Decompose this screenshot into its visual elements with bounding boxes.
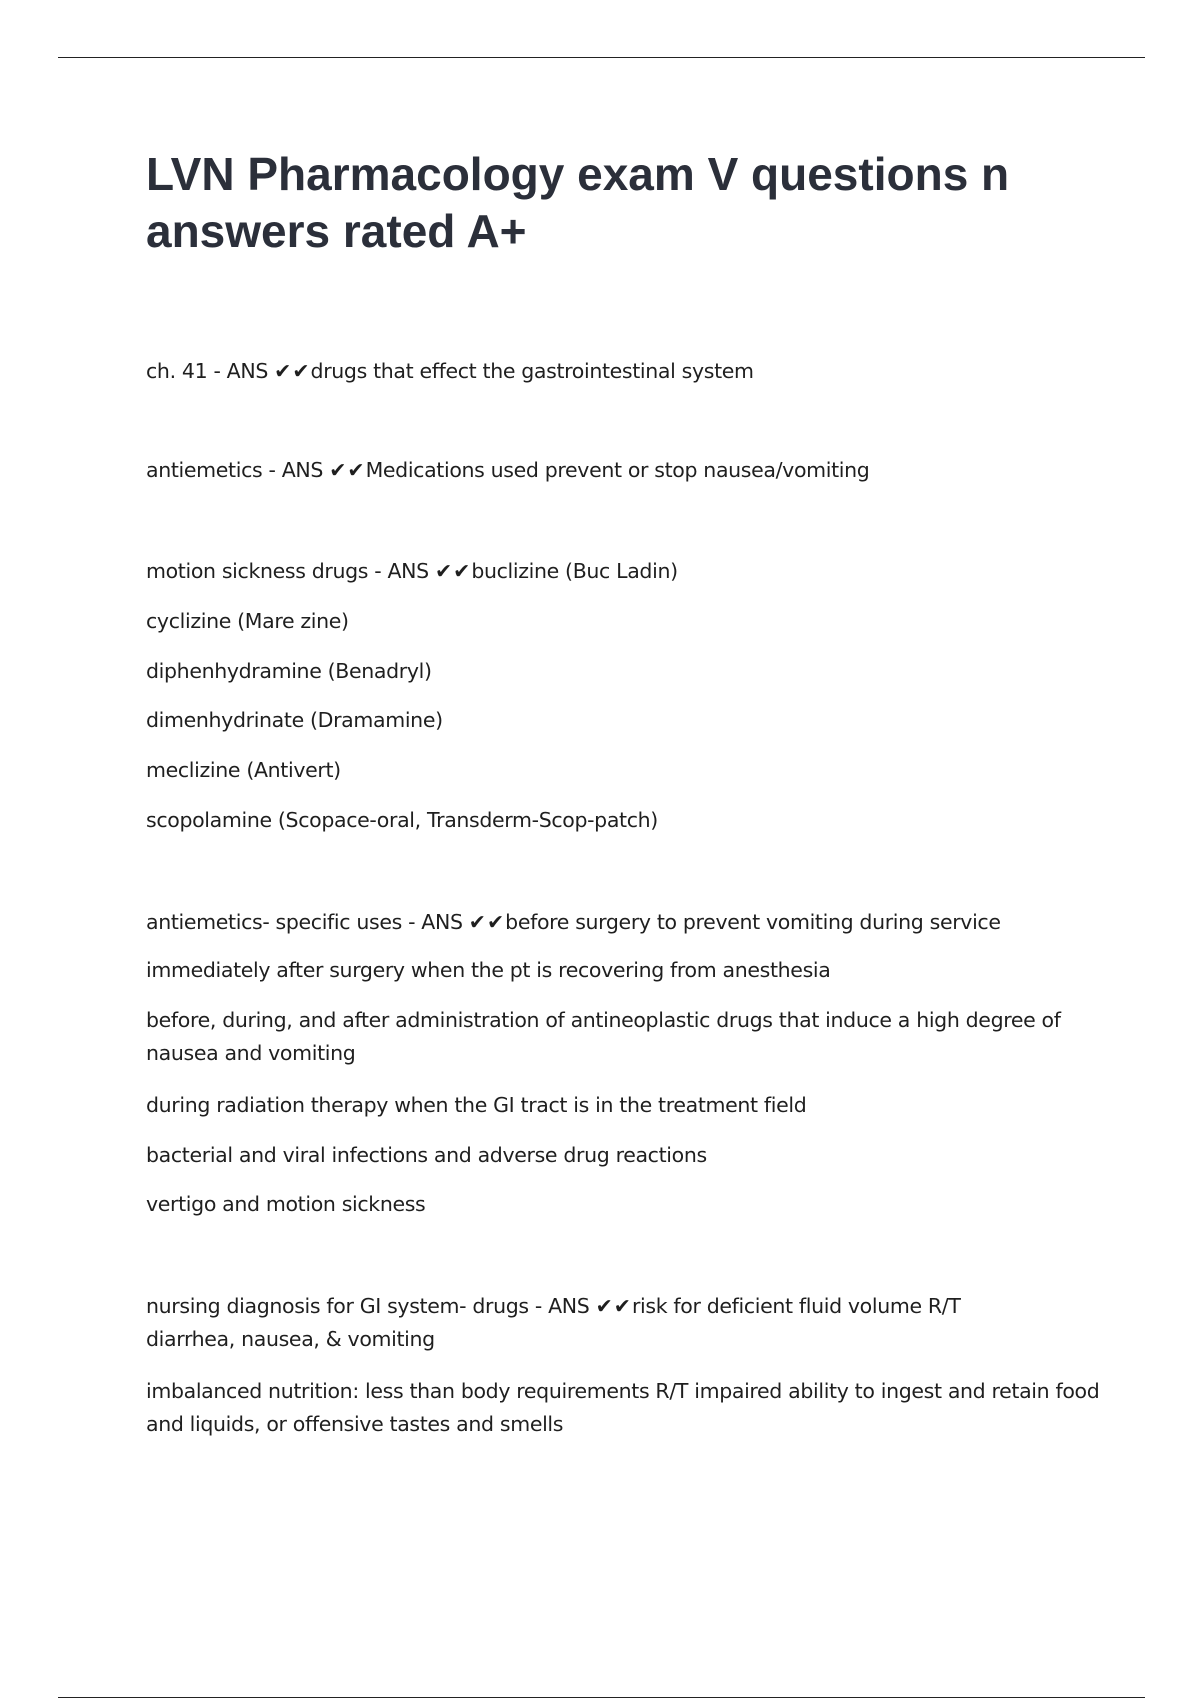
bottom-rule [58, 1697, 1145, 1698]
double-check-icon: ✔✔ [274, 359, 311, 383]
question-term: motion sickness drugs [146, 559, 369, 583]
page-title: LVN Pharmacology exam V questions n answers rated A+ [146, 148, 1010, 257]
qa-entry [146, 454, 1096, 487]
answer-separator: - ANS [401, 910, 469, 934]
answer-line: vertigo and motion sickness [146, 1192, 426, 1216]
answer-text: buclizine (Buc Ladin) [471, 559, 678, 583]
question-term: antiemetics- specific uses [146, 910, 402, 934]
question-term: ch. 41 [146, 359, 208, 383]
answer-line: during radiation therapy when the GI tract is in the treatment field [146, 1093, 807, 1117]
answer-line: before, during, and after administration of antineoplastic drugs that induce a high degree of nausea and vomiting [146, 1008, 1061, 1065]
question-term: antiemetics [146, 458, 263, 482]
answer-line: bacterial and viral infections and adverse drug reactions [146, 1143, 707, 1167]
qa-entry [146, 1290, 1046, 1356]
answer-line: immediately after surgery when the pt is recovering from anesthesia [146, 958, 831, 982]
answer-separator: - ANS [368, 559, 435, 583]
answer-line: dimenhydrinate (Dramamine) [146, 708, 443, 732]
answer-text: risk for deficient fluid volume R/T diarrhea, nausea, & vomiting [146, 1294, 961, 1351]
answer-text: before surgery to prevent vomiting during service [505, 910, 1001, 934]
double-check-icon: ✔✔ [595, 1294, 632, 1318]
question-term: nursing diagnosis for GI system- drugs [146, 1294, 529, 1318]
answer-line: cyclizine (Mare zine) [146, 609, 349, 633]
answer-text: Medications used prevent or stop nausea/vomiting [365, 458, 870, 482]
answer-separator: - ANS [207, 359, 275, 383]
answer-text: drugs that effect the gastrointestinal system [310, 359, 754, 383]
answer-line: imbalanced nutrition: less than body requirements R/T impaired ability to ingest and retain food and liquids, or offensive tastes and smells [146, 1379, 1100, 1436]
answer-line: scopolamine (Scopace-oral, Transderm-Scop-patch) [146, 808, 658, 832]
answer-separator: - ANS [528, 1294, 596, 1318]
answer-line: diphenhydramine (Benadryl) [146, 659, 432, 683]
answer-separator: - ANS [262, 458, 330, 482]
top-rule [58, 57, 1145, 58]
qa-entry [146, 355, 1096, 388]
double-check-icon: ✔✔ [434, 559, 472, 583]
qa-entry [146, 906, 1096, 939]
answer-line: meclizine (Antivert) [146, 758, 341, 782]
double-check-icon: ✔✔ [329, 458, 366, 482]
qa-entry [146, 555, 1096, 588]
double-check-icon: ✔✔ [468, 910, 506, 934]
